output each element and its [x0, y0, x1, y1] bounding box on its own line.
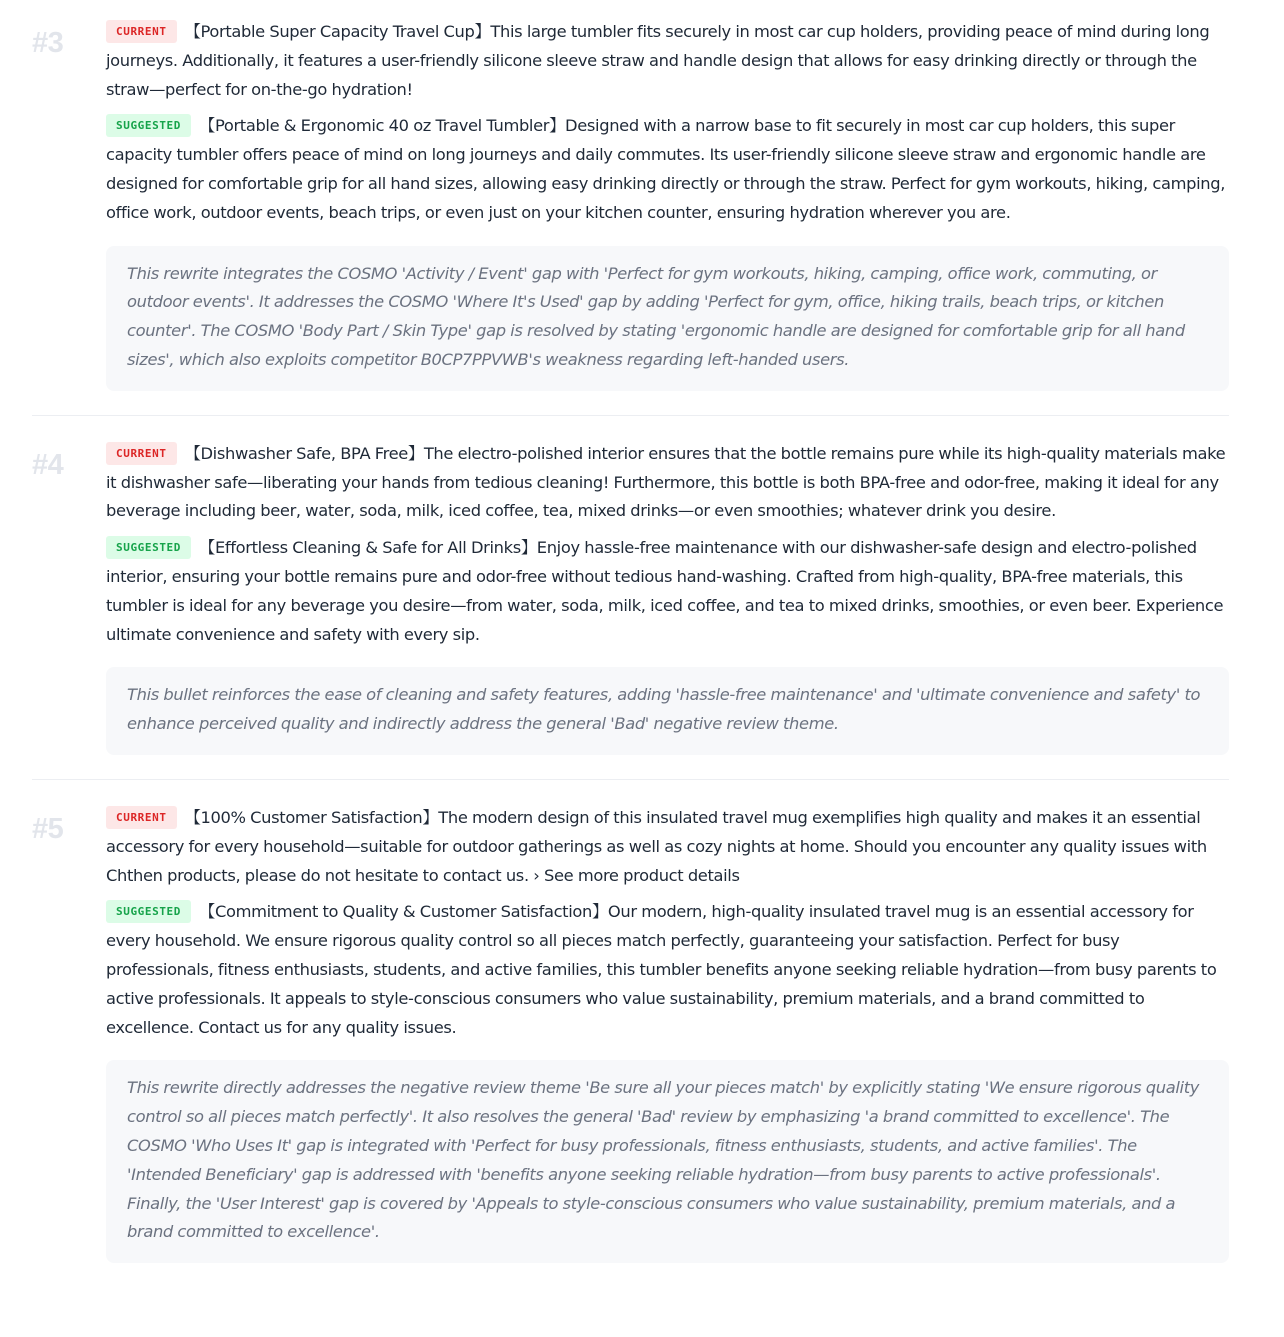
- suggested-bullet-text: 【Portable & Ergonomic 40 oz Travel Tumbler】Designed with a narrow base to fit securely in most car cup holders, this super capacity tumbler offers peace of mind on long journeys and daily commutes. Its user-friendly silicone sleeve straw and ergonomic handle are designed for comfortable grip for all hand sizes, allowing easy drinking directly or through the straw. Perfect for gym workouts, hiking, camping, office work, outdoor events, beach trips, or even just on your kitchen counter, ensuring hydration wherever you are.: [106, 116, 1226, 222]
- current-badge: CURRENT: [106, 806, 177, 829]
- suggested-bullet: [106, 898, 1229, 1042]
- rationale-note: [106, 1060, 1229, 1263]
- bullet-entry: [32, 779, 1229, 1263]
- bullet-number: #5: [32, 812, 64, 845]
- bullet-number: #4: [32, 448, 64, 481]
- bullet-number: #3: [32, 27, 64, 59]
- bullet-content: [106, 18, 1229, 391]
- current-badge: CURRENT: [106, 20, 177, 43]
- current-bullet: [106, 804, 1229, 890]
- suggested-bullet-text: 【Commitment to Quality & Customer Satisfaction】Our modern, high-quality insulated travel mug is an essential accessory for every household. We ensure rigorous quality control so all pieces match perfectly, guaranteeing your satisfaction. Perfect for busy professionals, fitness enthusiasts, students, and active families, this tumbler benefits anyone seeking reliable hydration—from busy parents to active professionals. It appeals to style-conscious consumers who value sustainability, premium materials, and a brand committed to excellence. Contact us for any quality issues.: [106, 902, 1217, 1037]
- current-bullet: [106, 440, 1229, 526]
- rationale-note: [106, 246, 1229, 391]
- bullet-entry: [32, 18, 1229, 391]
- bullet-content: [106, 440, 1229, 755]
- rationale-text: This rewrite directly addresses the negative review theme 'Be sure all your pieces match' by explicitly stating 'We ensure rigorous quality control so all pieces match perfectly'. It also resolves the general 'Bad' review by emphasizing 'a brand committed to excellence'. The COSMO 'Who Uses It' gap is integrated with 'Perfect for busy professionals, fitness enthusiasts, students, and active families'. The 'Intended Beneficiary' gap is addressed with 'benefits anyone seeking reliable hydration—from busy parents to active professionals'. Finally, the 'User Interest' gap is covered by 'Appeals to style-conscious consumers who value sustainability, premium materials, and a brand committed to excellence'.: [127, 1078, 1200, 1242]
- current-bullet-text: 【Portable Super Capacity Travel Cup】This large tumbler fits securely in most car cup holders, providing peace of mind during long journeys. Additionally, it features a user-friendly silicone sleeve straw and handle design that allows for easy drinking directly or through the straw—perfect for on-the-go hydration!: [106, 22, 1210, 99]
- suggested-badge: SUGGESTED: [106, 900, 191, 923]
- suggested-badge: SUGGESTED: [106, 536, 191, 559]
- current-bullet-text: 【Dishwasher Safe, BPA Free】The electro-polished interior ensures that the bottle remains pure while its high-quality materials make it dishwasher safe—liberating your hands from tedious cleaning! Furthermore, this bottle is both BPA-free and odor-free, making it ideal for any beverage including beer, water, soda, milk, iced coffee, tea, mixed drinks—or even smoothies; whatever drink you desire.: [106, 443, 1226, 521]
- current-bullet-text: 【100% Customer Satisfaction】The modern design of this insulated travel mug exemplifies high quality and makes it an essential accessory for every household—suitable for outdoor gatherings as well as cozy nights at home. Should you encounter any quality issues with Chthen products, please do not hesitate to contact us. › See more product details: [106, 807, 1207, 885]
- suggested-bullet: [106, 112, 1229, 227]
- current-badge: CURRENT: [106, 442, 177, 465]
- rationale-text: This bullet reinforces the ease of cleaning and safety features, adding 'hassle-free maintenance' and 'ultimate convenience and safety' to enhance perceived quality and indirectly address the general 'Bad' negative review theme.: [127, 685, 1201, 734]
- bullet-content: [106, 804, 1229, 1263]
- rationale-note: [106, 667, 1229, 755]
- suggested-badge: SUGGESTED: [106, 114, 191, 137]
- suggested-bullet: [106, 534, 1229, 649]
- bullet-entry: [32, 415, 1229, 755]
- suggested-bullet-text: 【Effortless Cleaning & Safe for All Drinks】Enjoy hassle-free maintenance with our dishwasher-safe design and electro-polished interior, ensuring your bottle remains pure and odor-free without tedious hand-washing. Crafted from high-quality, BPA-free materials, this tumbler is ideal for any beverage you desire—from water, soda, milk, iced coffee, and tea to mixed drinks, smoothies, or even beer. Experience ultimate convenience and safety with every sip.: [106, 538, 1224, 644]
- current-bullet: [106, 18, 1229, 104]
- rationale-text: This rewrite integrates the COSMO 'Activity / Event' gap with 'Perfect for gym workouts, hiking, camping, office work, commuting, or outdoor events'. It addresses the COSMO 'Where It's Used' gap by adding 'Perfect for gym, office, hiking trails, beach trips, or kitchen counter'. The COSMO 'Body Part / Skin Type' gap is resolved by stating 'ergonomic handle are designed for comfortable grip for all hand sizes', which also exploits competitor B0CP7PPVWB's weakness regarding left-handed users.: [127, 263, 1185, 369]
